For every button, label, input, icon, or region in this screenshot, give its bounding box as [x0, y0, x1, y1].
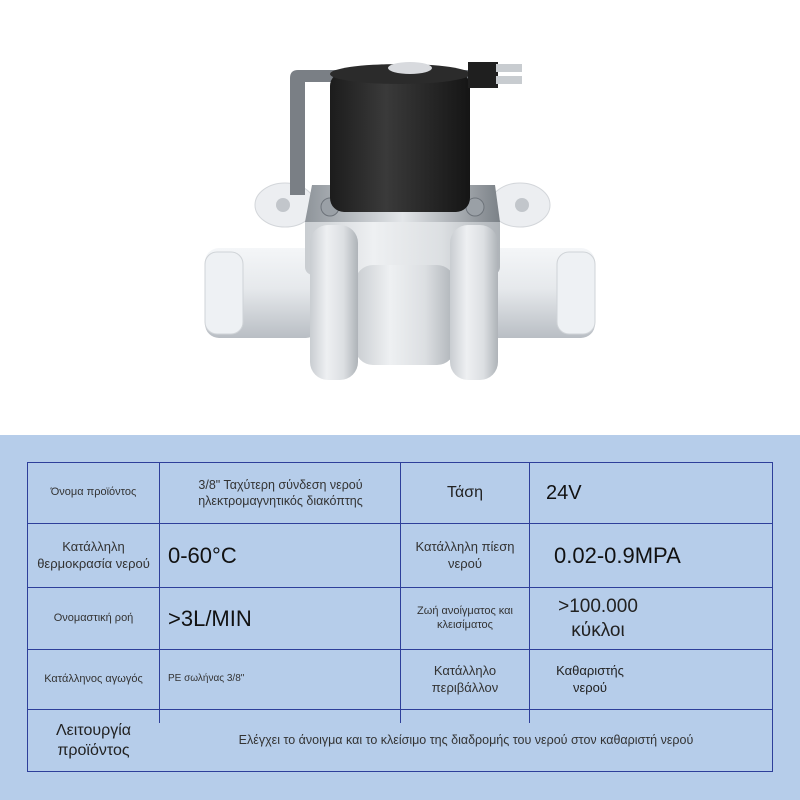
spec-label-water-temperature: Κατάλληλη θερμοκρασία νερού — [37, 539, 150, 571]
spec-label-product-function: Λειτουργία προϊόντος — [55, 721, 132, 759]
spec-value-product-function: Ελέγχει το άνοιγμα και το κλείσιμο της διαδρομής του νερού στον καθαριστή νερού — [238, 732, 694, 747]
spec-panel — [0, 435, 800, 800]
spec-label-rated-flow: Ονομαστική ροή — [53, 611, 134, 624]
grid-line — [529, 463, 530, 723]
spec-value-voltage: 24V — [546, 481, 582, 504]
spec-value-rated-flow: >3L/MIN — [168, 605, 252, 631]
spec-value-water-temperature: 0-60°C — [168, 542, 237, 568]
spec-value-water-pressure: 0.02-0.9MPA — [554, 542, 681, 568]
spec-label-voltage: Τάση — [446, 484, 484, 501]
spec-label-water-pressure: Κατάλληλη πίεση νερού — [415, 539, 515, 571]
spec-label-cycle-life: Ζωή ανοίγματος και κλεισίματος — [417, 604, 513, 631]
spec-label-product-name: Όνομα προϊόντος — [50, 486, 137, 499]
spec-label-suitable-pipe: Κατάλληνος αγωγός — [44, 672, 143, 685]
spec-value-suitable-environment: Καθαριστής νερού — [556, 663, 624, 695]
spec-table — [27, 462, 773, 772]
spec-value-suitable-pipe: PE σωλήνας 3/8" — [168, 673, 245, 685]
spec-label-suitable-environment: Κατάλληλο περιβάλλον — [431, 663, 499, 695]
spec-value-cycle-life: >100.000 κύκλοι — [558, 595, 638, 641]
spec-value-product-name: 3/8" Ταχύτερη σύνδεση νερού ηλεκτρομαγνητικός διακόπτης — [198, 478, 363, 508]
